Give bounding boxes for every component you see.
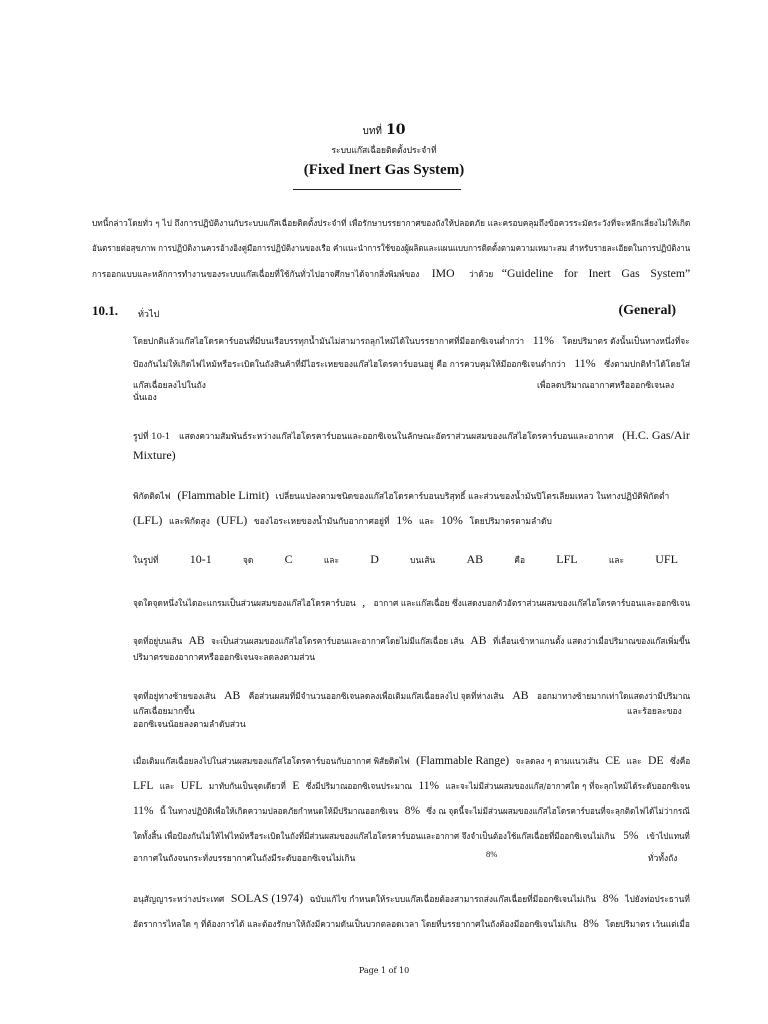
p8-line-2: LFL และ UFL มาทับกันเป็นจุดเดียวที่ E ซึ่งมีปริมาณออกซิเจนประมาณ 11% และจะไม่มีส่วนผสมของแก๊ส/อากาศใด ๆ ที่จะลุกไหม้ได้ระดับออกซิเจน (133, 778, 691, 792)
p9-line-1: อนุสัญญาระหว่างประเทศ SOLAS (1974) ฉบับแก้ไข กำหนดให้ระบบแก๊สเฉื่อยต้องสามารถส่งแก๊สเฉื่อยที่มีออกซิเจนไม่เกิน 8% ไปยังท่อประธานที่ (133, 891, 690, 905)
section-title-english: (General) (618, 303, 676, 318)
p1-line-4: นั่นเอง (133, 393, 157, 403)
section-title-thai: ทั่วไป (138, 310, 160, 320)
p8-line-3: 11% นี้ ในทางปฏิบัติเพื่อให้เกิดความปลอดภัยกำหนดให้มีปริมาณออกซิเจน 8% ซึ่ง ณ จุดนี้จะไม่มีส่วนผสมของแก๊สไฮโดรคาร์บอนที่จะลุกติดไฟได้ไม่ว่ากรณี (133, 803, 690, 817)
intro-line-1: บทนี้กล่าวโดยทั่ว ๆ ไป ถึงการปฏิบัติงานกับระบบแก๊สเฉื่อยติดตั้งประจำที่ เพื่อรักษาบรรยากาศของถังให้ปลอดภัย และครอบคลุมถึงข้อควรระมัดระวังที่จะหลีกเลี่ยงไม่ให้เกิด (92, 218, 691, 228)
p1-line-2: ป้องกันไม่ให้เกิดไฟไหม้หรือระเบิดในถังสินค้าที่มีไอระเหยของแก๊สไฮโดรคาร์บอนอยู่ คือ การควบคุมให้มีออกซิเจนต่ำกว่า 11% ซึ่งตามปกติทำได้โดยใส่ (133, 356, 691, 370)
p3-line-1: พิกัดติดไฟ (Flammable Limit) เปลี่ยนแปลงตามชนิดของแก๊สไฮโดรคาร์บอนบริสุทธิ์ และส่วนของน้ำมันปิโตรเลียมเหลว ในทางปฏิบัติพิกัดต่ำ (133, 488, 670, 502)
page-footer: Page 1 of 10 (358, 966, 410, 975)
p1-line-1: โดยปกติแล้วแก๊สไฮโดรคาร์บอนที่มีบนเรือบรรทุกน้ำมันไม่สามารถลุกไหม้ได้ในบรรยากาศที่มีออกซิเจนต่ำกว่า 11% โดยปริมาตร ดังนั้นเป็นทางหนึ่งที่จะ (133, 333, 690, 347)
p1-line-3a: แก๊สเฉื่อยลงไปในถัง (133, 381, 206, 391)
p7-line-2b: และร้อยละของ (627, 707, 682, 717)
p7-line-2a: แก๊สเฉื่อยมากขึ้น (133, 707, 195, 717)
p4-spread-line: ในรูปที่ 10-1 จุด C และ D บนเส้น AB คือ LFL และ UFL (133, 552, 678, 566)
p8-line-5a: อากาศในถังจนกระทั่งบรรยากาศในถังมีระดับออกซิเจนไม่เกิน (133, 854, 356, 864)
section-number: 10.1. (92, 303, 118, 318)
p8-line-5c: ทั่วทั้งถัง (648, 854, 678, 864)
chapter-heading (0, 122, 768, 139)
p8-line-1: เมื่อเติมแก๊สเฉื่อยลงไปในส่วนผสมของแก๊สไฮโดรคาร์บอนกับอากาศ พิสัยติดไฟ (Flammable Range) จะลดลง ๆ ตามแนวเส้น CE และ DE ซึ่งคือ (133, 753, 691, 767)
p7-line-1: จุดที่อยู่ทางซ้ายของเส้น AB คือส่วนผสมที่มีจำนวนออกซิเจนลดลงเพื่อเติมแก๊สเฉื่อยลงไป จุดที่ห่างเส้น AB ออกมาทางซ้ายมากเท่าใดแสดงว่ามีปริมาณ (133, 688, 691, 702)
p8-line-5b: 8% (486, 849, 498, 859)
p3-line-2: (LFL) และพิกัดสูง (UFL) ของไอระเหยของน้ำมันกับอากาศอยู่ที่ 1% และ 10% โดยปริมาตรตามลำดับ (133, 513, 552, 527)
p5-line-1: จุดใดจุดหนึ่งในไดอะแกรมเป็นส่วนผสมของแก๊สไฮโดรคาร์บอน , อากาศ และแก๊สเฉื่อย ซึ่งแสดงบอกตัวอัตราส่วนผสมของแก๊สไฮโดรคาร์บอนและออกซิเจน (133, 595, 691, 609)
p8-line-4: ใดทั้งสิ้น เพื่อป้องกันไม่ให้ไฟไหม้หรือระเบิดในถังที่มีส่วนผสมของแก๊สไฮโดรคาร์บอนและอากาศ จึงจำเป็นต้องใช้แก๊สเฉื่อยที่มีออกซิเจนไม่เกิน 5% เข้าไปแทนที่ (133, 828, 690, 842)
p6-line-1: จุดที่อยู่บนเส้น AB จะเป็นส่วนผสมของแก๊สไฮโดรคาร์บอนและอากาศโดยไม่มีแก๊สเฉื่อย เส้น AB ที่เลื่อนเข้าหาแกนตั้ง แสดงว่าเมื่อปริมาณของแก๊สเพิ่มขึ้น (133, 633, 691, 647)
intro-line-2: อันตรายต่อสุขภาพ การปฏิบัติงานควรอ้างอิงคู่มือการปฏิบัติงานของเรือ คำแนะนำการใช้ของผู้ผลิตและแผนแบบการติดตั้งตามความเหมาะสม สำหรับรายละเอียดในการปฏิบัติงาน (92, 243, 691, 253)
chapter-title: (Fixed Inert Gas System) (303, 162, 465, 178)
intro-line-3: การออกแบบและหลักการทำงานของระบบแก๊สเฉื่อยที่ใช้กันทั่วไปอาจศึกษาได้จากสิ่งพิมพ์ของ IMO ว่าด้วย “Guideline for Inert Gas System” (92, 266, 691, 280)
chapter-label: บทที่ (362, 126, 383, 137)
chapter-subtitle: ระบบแก๊สเฉื่อยติดตั้งประจำที่ (331, 146, 437, 156)
p2-line-2: Mixture) (133, 448, 176, 462)
title-underline (293, 189, 461, 190)
p2-line-1: รูปที่ 10-1 แสดงความสัมพันธ์ระหว่างแก๊สไฮโดรคาร์บอนและออกซิเจนในลักษณะอัตราส่วนผสมของแก๊สไฮโดรคาร์บอนและอากาศ (H.C. Gas/Air (133, 428, 690, 442)
p1-line-3b: เพื่อลดปริมาณอากาศหรือออกซิเจนลง (537, 381, 675, 391)
p6-line-2: ปริมาตรของอากาศหรือออกซิเจนจะลดลงตามส่วน (133, 653, 316, 663)
p7-line-3: ออกซิเจนน้อยลงตามลำดับส่วน (133, 720, 246, 730)
p9-line-2: อัตราการไหลใด ๆ ที่ต้องการได้ และต้องรักษาให้ถังมีความดันเป็นบวกตลอดเวลา โดยที่บรรยากาศในถังต้องมีออกซิเจนไม่เกิน 8% โดยปริมาตร เว้นแต่เมื่อ (133, 916, 690, 930)
chapter-number: 10 (386, 122, 406, 138)
